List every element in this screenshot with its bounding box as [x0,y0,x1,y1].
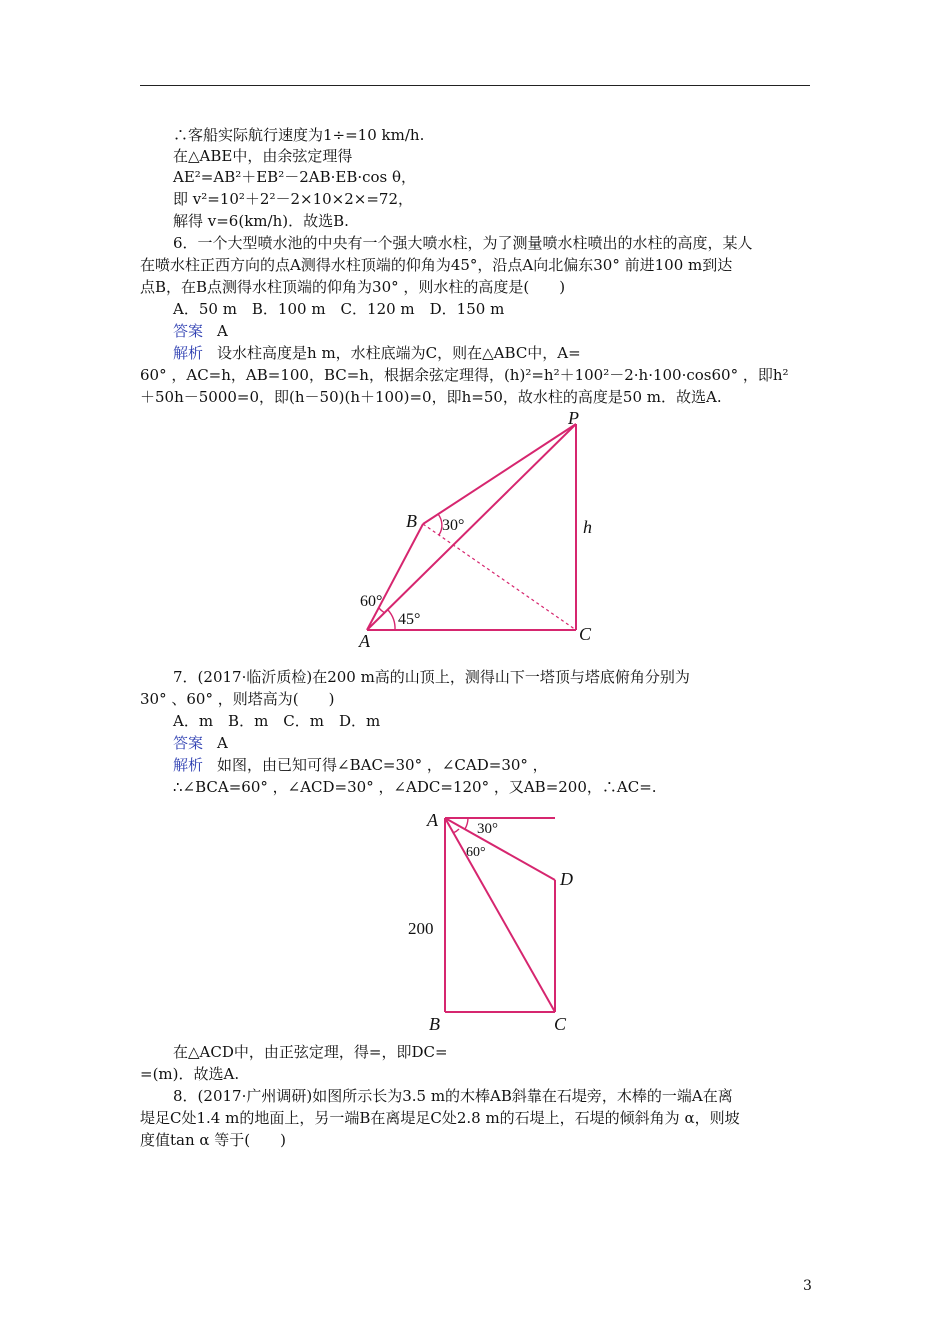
question-6-text: 在喷水柱正西方向的点A测得水柱顶端的仰角为45°，沿点A向北偏东30° 前进100 m到达 [140,256,733,274]
question-7-options: A．m B．m C．m D．m [173,712,381,730]
angle-30-label: 30° [477,821,498,837]
answer-label: 答案 [173,734,204,752]
header-rule [140,85,810,86]
answer-label: 答案 [173,322,204,340]
explanation-text: 设水柱高度是h m，水柱底端为C，则在△ABC中，A= [217,344,581,362]
explanation-text: 60° ，AC=h，AB=100，BC=h，根据余弦定理得，(h)²=h²＋100²－2·h·100·cos60° ，即h² [140,366,789,384]
point-c-label: C [554,1014,567,1034]
figure-tower [400,800,590,1038]
text-line: AE²=AB²＋EB²－2AB·EB·cos θ， [173,168,417,186]
angle-30-label: 30° [442,517,465,534]
point-a-label: A [427,810,438,830]
figure-fountain [345,408,610,650]
question-8-text: 堤足C处1.4 m的地面上，另一端B在离堤足C处2.8 m的石堤上，石堤的倾斜角为 α，则坡 [140,1109,740,1127]
answer-line [173,733,228,753]
text-line: 在△ABE中，由余弦定理得 [173,147,353,165]
point-b-label: B [406,511,417,531]
text-line: =(m)．故选A. [140,1065,240,1083]
explanation-line [173,755,548,775]
explanation-text: ∴∠BCA=60° ，∠ACD=30° ，∠ADC=120° ，又AB=200，∴AC=. [173,778,657,796]
point-a-label: A [359,631,370,650]
question-7-text: 7．(2017·临沂质检)在200 m高的山顶上，测得山下一塔顶与塔底俯角分别为 [173,668,690,686]
text-line: 即 v²=10²＋2²－2×10×2×=72， [173,190,414,208]
explanation-label: 解析 [173,756,204,774]
angle-45-label: 45° [398,611,421,628]
point-d-label: D [560,869,573,889]
text-line: 解得 v=6(km/h)．故选B. [173,212,349,230]
text-line: ∴客船实际航行速度为1÷=10 km/h. [173,126,425,144]
height-h-label: h [583,517,592,537]
explanation-text: ＋50h－5000=0，即(h－50)(h＋100)=0，即h=50，故水柱的高度是50 m．故选A. [140,388,722,406]
explanation-label: 解析 [173,344,204,362]
question-6-options: A．50 m B．100 m C．120 m D．150 m [173,300,505,318]
question-6-text: 6．一个大型喷水池的中央有一个强大喷水柱，为了测量喷水柱喷出的水柱的高度，某人 [173,234,753,252]
question-8-text: 度值tan α 等于( ) [140,1131,287,1149]
point-c-label: C [579,624,592,644]
point-b-label: B [429,1014,440,1034]
question-6-text: 点B，在B点测得水柱顶端的仰角为30° ，则水柱的高度是( ) [140,278,566,296]
text-line: 在△ACD中，由正弦定理，得=，即DC= [173,1043,448,1061]
page-number: 3 [803,1278,812,1294]
answer-value: A [217,734,228,752]
question-8-text: 8．(2017·广州调研)如图所示长为3.5 m的木棒AB斜靠在石堤旁，木棒的一端A在离 [173,1087,733,1105]
question-7-text: 30° 、60° ，则塔高为( ) [140,690,335,708]
angle-60-label: 60° [466,845,486,860]
point-p-label: P [568,408,579,428]
angle-60-label: 60° [360,593,383,610]
answer-line [173,321,228,341]
explanation-text: 如图，由已知可得∠BAC=30° ，∠CAD=30° ， [217,756,548,774]
explanation-line [173,343,581,363]
length-200-label: 200 [408,919,434,938]
answer-value: A [217,322,228,340]
